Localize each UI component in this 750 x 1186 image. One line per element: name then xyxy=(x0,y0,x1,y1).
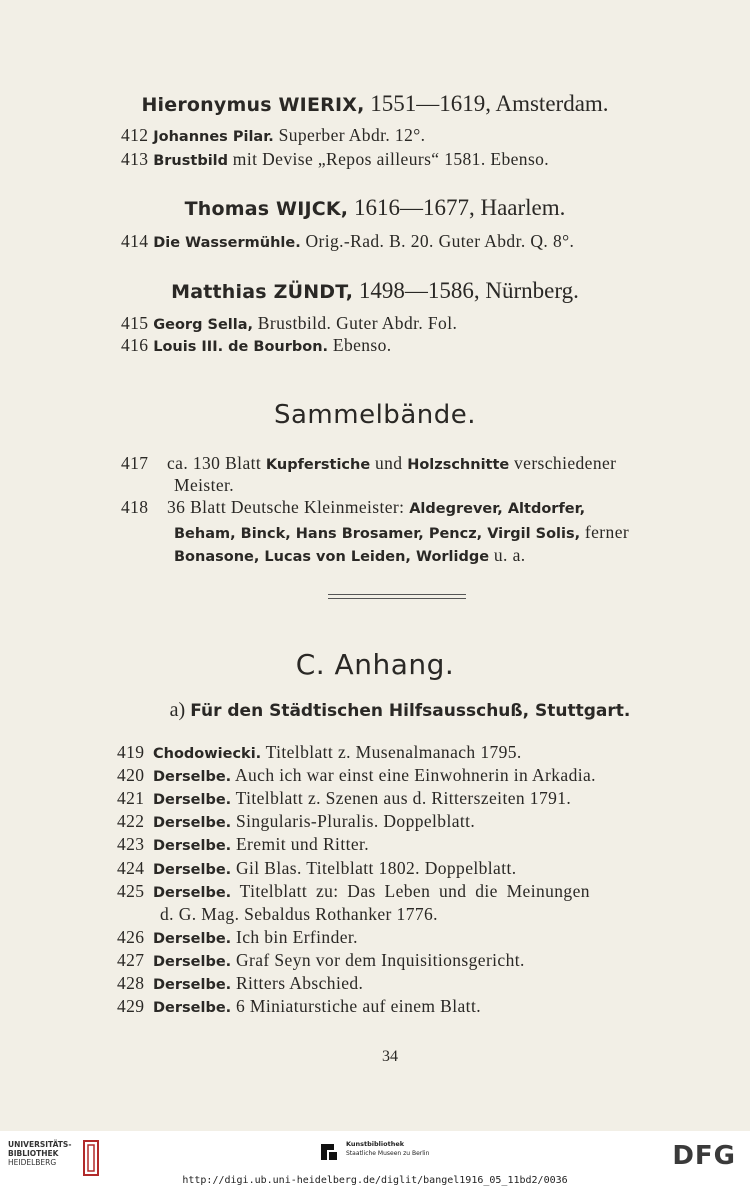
entry-line xyxy=(117,834,369,855)
entry-text: Ebenso. xyxy=(328,335,392,355)
entry-title: Aldegrever, Altdorfer, xyxy=(409,501,586,517)
entry-text: Titelblatt z. Szenen aus d. Ritterszeiten 1791. xyxy=(231,788,572,809)
entry-number: 418 xyxy=(121,497,149,517)
entry-line xyxy=(121,313,457,334)
entry-text: ca. 130 Blatt xyxy=(167,453,266,473)
artist-heading xyxy=(0,91,750,117)
subsection-prefix: a) xyxy=(169,699,191,721)
entry-title: Johannes Pilar. xyxy=(153,129,274,145)
entry-title: Georg Sella, xyxy=(153,317,254,333)
entry-line xyxy=(117,996,481,1017)
section-title: C. Anhang. xyxy=(295,648,455,681)
entry-text: Graf Seyn vor dem Inquisitionsgericht. xyxy=(231,949,525,970)
entry-number: 412 xyxy=(121,125,149,145)
entry-line xyxy=(117,788,571,809)
artist-heading xyxy=(0,278,750,304)
entry-number: 415 xyxy=(121,313,149,333)
entry-text: 6 Miniaturstiche auf einem Blatt. xyxy=(231,996,481,1017)
entry-continuation xyxy=(174,545,526,566)
entry-title: Derselbe. xyxy=(153,884,232,901)
artist-dates: 1498—1586, Nürnberg. xyxy=(353,278,579,303)
entry-text: Titelblatt zu: Das Leben und die Meinungen xyxy=(231,880,590,901)
entry-text: Brustbild. Guter Abdr. Fol. xyxy=(253,313,458,333)
entry-title: Derselbe. xyxy=(153,815,232,832)
entry-title: Derselbe. xyxy=(153,930,232,947)
entry-text: Ich bin Erfinder. xyxy=(231,926,358,947)
artist-name: Hieronymus WIERIX, xyxy=(141,94,365,116)
entry-number: 419 xyxy=(117,742,145,762)
entry-title: Holzschnitte xyxy=(407,457,510,473)
entry-text: Gil Blas. Titelblatt 1802. Doppelblatt. xyxy=(231,857,517,878)
entry-line xyxy=(121,231,574,252)
entry-number: 423 xyxy=(117,834,145,855)
entry-text: ferner xyxy=(580,522,630,542)
artist-name: Matthias ZÜNDT, xyxy=(171,281,354,303)
entry-line xyxy=(121,497,585,518)
entry-text: verschiedener xyxy=(509,453,617,473)
page-number: 34 xyxy=(382,1048,398,1065)
footer-bar xyxy=(0,1131,750,1186)
entry-title: Kupferstiche xyxy=(265,457,371,473)
entry-number: 426 xyxy=(117,926,145,947)
entry-text: Titelblatt z. Musenalmanach 1795. xyxy=(261,742,522,762)
library-emblem-icon xyxy=(80,1137,102,1179)
entry-text: Auch ich war einst eine Einwohnerin in Arkadia. xyxy=(231,765,596,786)
entry-text: d. G. Mag. Sebaldus Rothanker 1776. xyxy=(160,903,438,924)
entry-line xyxy=(121,453,616,474)
entry-line xyxy=(117,858,517,879)
entry-line xyxy=(117,742,522,763)
entry-text: Ritters Abschied. xyxy=(231,973,364,993)
kunstbibliothek-icon xyxy=(318,1141,340,1163)
section-title: Sammelbände. xyxy=(274,400,476,430)
entry-text: 36 Blatt Deutsche Kleinmeister: xyxy=(167,497,410,517)
entry-text: Eremit und Ritter. xyxy=(231,834,370,855)
entry-continuation xyxy=(160,904,438,925)
entry-number: 416 xyxy=(121,335,149,355)
entry-title: Die Wassermühle. xyxy=(153,235,301,251)
entry-line xyxy=(117,811,475,832)
entry-number: 424 xyxy=(117,857,145,878)
entry-text: und xyxy=(370,453,408,473)
entry-title: Derselbe. xyxy=(153,977,232,993)
entry-number: 427 xyxy=(117,949,145,970)
kunstbibliothek-label: Kunstbibliothek Staatliche Museen zu Berlin xyxy=(346,1140,430,1157)
entry-number: 422 xyxy=(117,811,145,832)
entry-continuation xyxy=(174,522,629,543)
entry-number: 420 xyxy=(117,765,145,786)
entry-title: Derselbe. xyxy=(153,769,232,786)
entry-title: Brustbild xyxy=(153,153,229,169)
entry-title: Chodowiecki. xyxy=(153,746,262,762)
artist-heading xyxy=(0,195,750,221)
entry-number: 429 xyxy=(117,996,145,1017)
entry-text: Superber Abdr. 12°. xyxy=(273,125,426,145)
divider xyxy=(328,594,466,599)
artist-dates: 1551—1619, Amsterdam. xyxy=(364,91,609,116)
entry-number: 428 xyxy=(117,973,145,993)
entry-title: Derselbe. xyxy=(153,838,232,855)
entry-number: 425 xyxy=(117,880,145,901)
source-url[interactable]: http://digi.ub.uni-heidelberg.de/diglit/bangel1916_05_11bd2/0036 xyxy=(182,1175,568,1186)
entry-number: 417 xyxy=(121,453,149,473)
entry-line xyxy=(121,125,425,146)
subsection-name: Für den Städtischen Hilfsausschuß, Stuttgart. xyxy=(190,701,631,721)
entry-title: Derselbe. xyxy=(153,1000,232,1017)
entry-title: Louis III. de Bourbon. xyxy=(153,339,329,355)
entry-text: u. a. xyxy=(489,545,526,565)
entry-line xyxy=(117,927,358,948)
subsection-title xyxy=(0,699,750,722)
university-library-logo: UNIVERSITÄTS- BIBLIOTHEK HEIDELBERG xyxy=(8,1140,72,1167)
entry-text: Orig.-Rad. B. 20. Guter Abdr. Q. 8°. xyxy=(300,231,575,251)
artist-dates: 1616—1677, Haarlem. xyxy=(348,195,566,220)
entry-text: mit Devise „Repos ailleurs“ 1581. Ebenso. xyxy=(228,149,550,169)
dfg-logo: DFG xyxy=(672,1141,736,1171)
artist-name: Thomas WIJCK, xyxy=(184,198,349,220)
entry-continuation: Meister. xyxy=(174,475,235,495)
entry-number: 421 xyxy=(117,788,145,809)
entry-title: Bonasone, Lucas von Leiden, Worlidge xyxy=(174,549,490,565)
entry-line xyxy=(121,149,549,170)
entry-title: Derselbe. xyxy=(153,953,232,970)
entry-title: Beham, Binck, Hans Brosamer, Pencz, Virgil Solis, xyxy=(174,526,581,542)
entry-title: Derselbe. xyxy=(153,792,232,809)
entry-title: Derselbe. xyxy=(153,861,232,878)
entry-text: Singularis-Pluralis. Doppelblatt. xyxy=(231,811,476,832)
entry-number: 413 xyxy=(121,149,149,169)
entry-line xyxy=(117,881,590,902)
entry-line xyxy=(121,335,392,356)
entry-number: 414 xyxy=(121,231,149,251)
entry-line xyxy=(117,765,596,786)
entry-line xyxy=(117,950,525,971)
entry-line xyxy=(117,973,363,994)
